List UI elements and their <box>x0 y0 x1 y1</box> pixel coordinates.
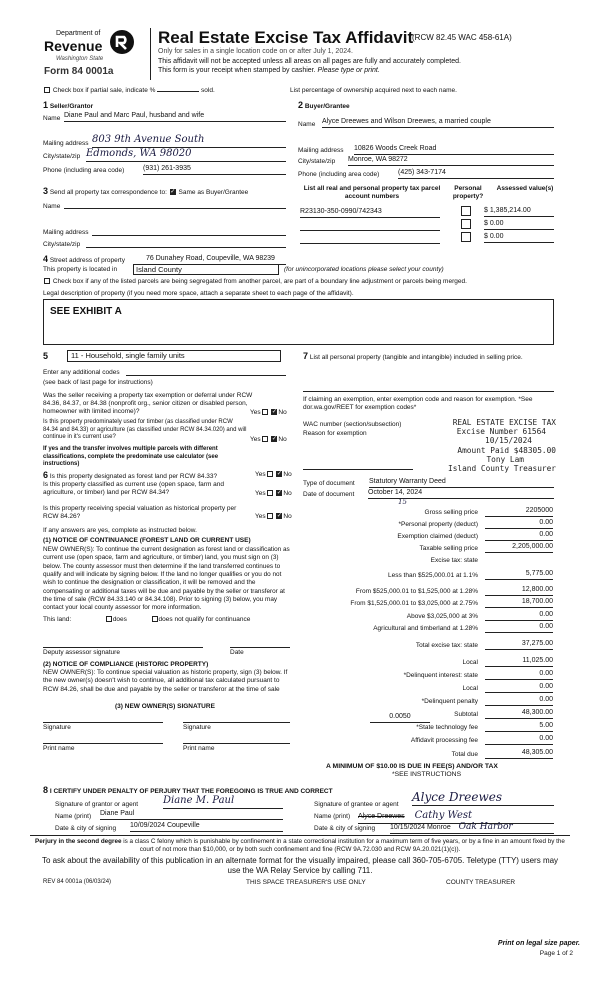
notice1-text: NEW OWNER(S): To continue the current designation as forest land or classification as current use (open space, farm and agriculture, or timber) land, you must sign on (3) below. The county assessor must then determine if the land transferred continues to qualify and will indicate by signing below. If the land no longer qualifies or you do not wish to continue the designation or classification, it will be removed and the compensating or additional taxes will be due and payable by the seller or transferor at the time of sale (RCW 84.33.140 or 84.34.108). Prior to signing (3) below, you may contact your local county assessor for more information. <box>43 546 290 612</box>
notice2-text: NEW OWNER(S): To continue special valuation as historic property, sign (3) below. If the new owner(s) doesn't wish to continue, all additional tax calculated pursuant to RCW 84.26, shall be due and payable by the seller or transferor at the time of sale <box>43 669 288 693</box>
calc-label: Total excise tax: state <box>415 642 478 649</box>
use-code-select[interactable]: 11 - Household, single family units <box>67 350 281 362</box>
local-rate-field[interactable]: 0.0050 <box>370 713 430 723</box>
calc-value[interactable]: 37,275.00 <box>485 640 553 650</box>
exemption-no-label: No <box>278 409 287 416</box>
exemption-yes-label: Yes <box>250 409 261 416</box>
grantor-signature[interactable]: Diane M. Paul <box>163 795 283 809</box>
calc-value[interactable]: 0.00 <box>485 531 553 541</box>
header-sub3 <box>158 67 380 76</box>
calc-label: *State technology fee <box>416 724 478 731</box>
new-owner-print-label-1: Print name <box>43 745 75 752</box>
grantee-date-handwritten: Oak Harbor <box>458 822 513 832</box>
property-street-field[interactable]: 76 Dunahey Road, Coupeville, WA 98239 <box>146 255 286 265</box>
treasurer-stamp <box>400 418 556 473</box>
timber-yes-label: Yes <box>250 436 261 443</box>
section3-name-field[interactable] <box>64 208 286 209</box>
section3-city-field[interactable] <box>86 247 286 248</box>
deputy-signature-line[interactable] <box>43 647 203 648</box>
current-use-question: Is this property classified as current use (open space, farm and agriculture, or timber) land per RCW 84.34? <box>43 481 225 497</box>
grantee-signature[interactable]: Alyce Dreewes <box>412 790 554 806</box>
seller-num: 1 <box>43 100 49 110</box>
section3-num: 3 <box>43 186 49 196</box>
calc-value[interactable]: 11,025.00 <box>485 657 553 667</box>
personal-col-header: Personal property? <box>452 185 484 201</box>
same-as-buyer-checkbox[interactable]: ✓ <box>170 189 176 196</box>
new-owner-print-line-2[interactable] <box>183 743 290 744</box>
seller-mailing-field[interactable]: 803 9th Avenue South <box>92 134 286 148</box>
section4-street-row <box>43 254 125 265</box>
grantor-name-label: Name (print) <box>55 813 92 820</box>
county-note: (for unincorporated locations please select your county) <box>284 266 444 273</box>
personal-property-checkbox-1[interactable] <box>461 206 471 216</box>
parcel-col-header: List all real and personal property tax parcel account numbers <box>303 185 441 201</box>
page-number: Page 1 of 2 <box>539 950 573 957</box>
doc-date-field[interactable]: October 14, 2024 <box>368 489 554 499</box>
doc-date-label: Date of document <box>303 491 355 498</box>
calc-label: From $525,000.01 to $1,525,000 at 1.28% <box>355 588 478 595</box>
calc-value[interactable]: 18,700.00 <box>485 598 553 608</box>
parcel-number-2[interactable] <box>300 230 440 231</box>
stamp-line5: Tony Lam <box>486 454 524 464</box>
historic-yes-label: Yes <box>255 513 266 520</box>
partial-sale-checkbox[interactable] <box>44 87 50 93</box>
notice1-title: (1) NOTICE OF CONTINUANCE (FOREST LAND OR CURRENT USE) <box>43 537 251 544</box>
buyer-phone-label: Phone (including area code) <box>298 171 380 178</box>
calc-value[interactable]: 0.00 <box>485 683 553 693</box>
reason-label: Reason for exemption <box>303 430 367 437</box>
wac-label: WAC number (section/subsection) <box>303 421 402 428</box>
seller-mailing-label: Mailing address <box>43 140 89 147</box>
calc-label: Agricultural and timberland at 1.28% <box>373 625 478 632</box>
form-number: Form 84 0001a <box>44 66 114 77</box>
calc-value[interactable]: 2,205,000.00 <box>485 543 553 553</box>
calc-value[interactable]: 5.00 <box>485 722 553 732</box>
street-label: Street address of property <box>49 257 125 264</box>
this-land-label: This land: <box>43 616 72 623</box>
exemption-yes-checkbox[interactable] <box>262 409 268 415</box>
personal-property-checkbox-3[interactable] <box>461 232 471 242</box>
header-sub2: This affidavit will not be accepted unless all areas on all pages are fully and accurately completed. <box>158 58 461 65</box>
timber-yes-no <box>250 436 287 444</box>
calc-label: Total due <box>451 751 478 758</box>
new-owner-print-label-2: Print name <box>183 745 215 752</box>
calc-value[interactable]: 48,300.00 <box>485 709 553 719</box>
calc-value[interactable]: 0.00 <box>485 623 553 633</box>
calc-label: From $1,525,000.01 to $3,025,000 at 2.75% <box>350 600 478 607</box>
seller-phone-label: Phone (including area code) <box>43 167 125 174</box>
section8-num: 8 <box>43 785 49 795</box>
if-yes-note: If any answers are yes, complete as instructed below. <box>43 527 197 534</box>
personal-property-line[interactable] <box>303 391 554 392</box>
forest-yes-no <box>255 471 292 479</box>
legal-paper-note: Print on legal size paper. <box>497 940 580 947</box>
notice2-title: (2) NOTICE OF COMPLIANCE (HISTORIC PROPERTY) <box>43 661 209 668</box>
forest-question: Is this property designated as forest land per RCW 84.33? <box>49 473 218 480</box>
parcel-number-1[interactable]: R23130-350-0990/742343 <box>300 208 440 218</box>
does-not-label: does not qualify for continuance <box>158 616 251 623</box>
forest-yes-checkbox[interactable] <box>267 471 273 477</box>
minimum-line1: A MINIMUM OF $10.00 IS DUE IN FEE(S) AND/OR TAX <box>326 763 498 770</box>
buyer-mailing-label: Mailing address <box>298 147 344 154</box>
calc-value[interactable]: 0.00 <box>485 519 553 529</box>
buyer-num: 2 <box>298 100 304 110</box>
grantor-date-label: Date & city of signing <box>55 825 117 832</box>
grantee-date-field[interactable] <box>390 822 554 834</box>
does-not-checkbox[interactable] <box>152 616 158 622</box>
calc-value[interactable]: 0.00 <box>485 735 553 745</box>
section3-mailing-field[interactable] <box>92 235 286 236</box>
form-title: Real Estate Excise Tax Affidavit <box>158 28 414 47</box>
personal-property-checkbox-2[interactable] <box>461 219 471 229</box>
buyer-city-label: City/state/zip <box>298 158 336 165</box>
treasurer-use-only: THIS SPACE TREASURER'S USE ONLY <box>246 879 366 886</box>
section3-text: Send all property tax correspondence to: <box>49 189 167 196</box>
does-label: does <box>112 616 127 623</box>
calc-value[interactable]: 12,800.00 <box>485 586 553 596</box>
calc-value[interactable]: 0.00 <box>485 696 553 706</box>
minimum-line2: *SEE INSTRUCTIONS <box>392 771 462 778</box>
buyer-phone-field[interactable]: (425) 343-7174 <box>398 169 554 179</box>
calc-label: Above $3,025,000 at 3% <box>406 613 478 620</box>
rev-number: REV 84 0001a (06/03/24) <box>43 879 112 885</box>
new-owner-signature-label-1: Signature <box>43 724 71 731</box>
historic-yes-checkbox[interactable] <box>267 513 273 519</box>
stamp-line2: Excise Number 61564 <box>456 427 546 437</box>
calc-label: *Delinquent interest: state <box>403 672 478 679</box>
section3-mailing-label: Mailing address <box>43 229 89 236</box>
assessed-value-2[interactable]: $ 0.00 <box>484 220 554 230</box>
additional-codes-label: Enter any additional codes <box>43 369 120 376</box>
deputy-signature-label: Deputy assessor signature <box>43 649 120 656</box>
alternate-format-notice: To ask about the availability of this publication in an alternate format for the visually impaired, please call 360-705-6705. Teletype (TTY) users may use the WA Relay Service by calling 711. <box>41 856 559 875</box>
timber-question: Is this property predominately used for timber (as classified under RCW 84.34 and 84.33) or agriculture (as classified under RCW 84.34.020) and will continue in it's current use? <box>43 419 247 440</box>
stamp-rule <box>303 469 413 470</box>
exemption-question: Was the seller receiving a property tax exemption or deferral under RCW 84.36, 84.37, or 84.38 (nonprofit org., senior citizen or disabled person, homeowner with limited income)? <box>43 392 253 416</box>
new-owner-signature-line-2[interactable] <box>183 722 290 723</box>
timber-no-checkbox[interactable]: ✓ <box>271 436 277 443</box>
legal-description-box[interactable] <box>43 299 554 345</box>
same-as-buyer-label: Same as Buyer/Grantee <box>178 189 249 196</box>
historic-no-label: No <box>283 513 292 520</box>
calc-label: *Personal property (deduct) <box>398 521 478 528</box>
stamp-line4: Amount Paid $48305.00 <box>457 445 556 455</box>
forest-question-row <box>43 470 253 481</box>
partial-sale-label: Check box if partial sale, indicate % <box>52 87 156 94</box>
form-rcw: (RCW 82.45 WAC 458-61A) <box>412 33 512 42</box>
doc-type-field[interactable]: Statutory Warranty Deed <box>369 478 554 488</box>
seller-title: Seller/Grantor <box>49 103 94 110</box>
seller-city-label: City/state/zip <box>43 153 81 160</box>
section5-num: 5 <box>43 351 49 361</box>
stamp-line1: REAL ESTATE EXCISE TAX <box>452 418 556 427</box>
grantee-date-label: Date & city of signing <box>314 825 376 832</box>
dept-line3: Washington State <box>56 56 104 62</box>
section7-heading <box>303 351 555 362</box>
segregated-label: Check box if any of the listed parcels are being segregated from another parcel, are part of a boundary line adjustment or parcels being merged. <box>52 278 467 285</box>
county-select[interactable]: Island County <box>133 264 279 275</box>
dept-line2: Revenue <box>44 38 103 54</box>
additional-codes-field[interactable] <box>126 375 286 376</box>
partial-sold-label: sold. <box>201 87 215 94</box>
buyer-name-label: Name <box>298 121 316 128</box>
exemption-instructions: If claiming an exemption, enter exemption code and reason for exemption. *See dor.wa.gov/REET for exemption codes* <box>303 396 533 412</box>
new-owner-signature-label-2: Signature <box>183 724 211 731</box>
calc-value[interactable]: 0.00 <box>485 611 553 621</box>
seller-name-label: Name <box>43 115 61 122</box>
timber-no-label: No <box>278 436 287 443</box>
forest-no-label: No <box>283 471 292 478</box>
grantee-name-typed: Alyce Dreewes <box>358 813 405 820</box>
seller-city-field[interactable]: Edmonds, WA 98020 <box>86 148 286 162</box>
section6-num: 6 <box>43 470 49 480</box>
calc-label: Less than $525,000.01 at 1.1% <box>388 572 478 579</box>
grantee-name-label: Name (print) <box>314 813 351 820</box>
buyer-mailing-field[interactable]: 10826 Woods Creek Road <box>354 145 554 155</box>
header-sub3-text: This form is your receipt when stamped by cashier. <box>158 67 316 74</box>
assessed-value-3[interactable]: $ 0.00 <box>484 233 554 243</box>
calc-value[interactable]: 5,775.00 <box>485 570 553 580</box>
segregated-row <box>43 278 558 286</box>
current-use-yes-checkbox[interactable] <box>267 490 273 496</box>
segregated-checkbox[interactable] <box>44 278 50 284</box>
grantee-name-handwritten: Cathy West <box>414 810 473 821</box>
footer-rule <box>30 835 570 836</box>
located-in-label: This property is located in <box>43 266 118 273</box>
calc-label: *Delinquent penalty <box>421 698 478 705</box>
stamp-line6: Island County Treasurer <box>448 463 556 473</box>
buyer-city-field[interactable]: Monroe, WA 98272 <box>348 156 554 166</box>
section3-name-label: Name <box>43 203 61 210</box>
header-sub1: Only for sales in a single location code on or after July 1, 2024. <box>158 48 353 55</box>
doc-type-label: Type of document <box>303 480 355 487</box>
certify-text: I CERTIFY UNDER PENALTY OF PERJURY THAT THE FOREGOING IS TRUE AND CORRECT <box>49 788 333 795</box>
calc-value[interactable]: 0.00 <box>485 670 553 680</box>
exemption-no-checkbox[interactable]: ✓ <box>271 409 277 416</box>
partial-sale-row <box>43 87 215 95</box>
calc-value[interactable]: 2205000 <box>485 507 553 517</box>
exemption-yes-no <box>250 409 287 417</box>
timber-calc-note: If yes and the transfer involves multiple parcels with different classifications, complete the predominate use calculator (see instructions) <box>43 446 219 467</box>
buyer-heading <box>298 100 350 111</box>
buyer-name-field[interactable]: Alyce Dreewes and Wilson Dreewes, a married couple <box>322 118 554 128</box>
list-percentage-note: List percentage of ownership acquired next to each name. <box>290 87 457 94</box>
does-checkbox[interactable] <box>106 616 112 622</box>
stamp-line3: 10/15/2024 <box>485 436 532 446</box>
current-use-no-checkbox[interactable]: ✓ <box>276 490 282 497</box>
calc-label: Excise tax: state <box>430 557 478 564</box>
perjury-bold: Perjury in the second degree <box>35 838 122 845</box>
section3-city-label: City/state/zip <box>43 241 81 248</box>
new-owner-signature-line-1[interactable] <box>43 722 163 723</box>
deputy-date-label: Date <box>230 649 244 656</box>
calc-label: Affidavit processing fee <box>410 737 478 744</box>
timber-yes-checkbox[interactable] <box>262 436 268 442</box>
historic-no-checkbox[interactable]: ✓ <box>276 513 282 520</box>
header-divider <box>150 28 151 80</box>
header-sub3-italic: Please type or print. <box>317 67 380 74</box>
this-land-row <box>43 616 293 624</box>
new-owner-print-line-1[interactable] <box>43 743 163 744</box>
grantee-signature-label: Signature of grantee or agent <box>314 801 399 808</box>
seller-heading <box>43 100 93 111</box>
calc-label: Gross selling price <box>424 509 478 516</box>
perjury-text: is a class C felony which is punishable by confinement in a state correctional institution for a maximum term of five years, or by a fine in an amount fixed by the court of not more than $10,000, or by both such confinement and fine (RCW 9A.72.030 and RCW 9A.20.021(1)(c)). <box>123 838 565 853</box>
dept-line1: Department of <box>56 30 101 37</box>
section7-num: 7 <box>303 351 309 361</box>
grantor-date-field[interactable]: 10/09/2024 Coupeville <box>130 822 283 832</box>
section4-num: 4 <box>43 254 49 264</box>
section7-text: List all personal property (tangible and intangible) included in selling price. <box>309 354 523 361</box>
calc-label: Exemption claimed (deduct) <box>397 533 478 540</box>
current-use-yes-no <box>255 490 292 498</box>
county-treasurer-label: COUNTY TREASURER <box>446 879 516 886</box>
assessed-value-1[interactable]: $ 1,385,214.00 <box>484 207 554 217</box>
buyer-title: Buyer/Grantee <box>304 103 350 110</box>
forest-no-checkbox[interactable]: ✓ <box>276 471 282 478</box>
perjury-notice <box>30 838 570 854</box>
calc-label: Local <box>462 659 478 666</box>
current-use-no-label: No <box>283 490 292 497</box>
historic-question: Is this property receiving special valuation as historical property per RCW 84.26? <box>43 505 237 521</box>
section3-heading <box>43 186 248 197</box>
legal-description-text: SEE EXHIBIT A <box>50 306 122 317</box>
current-use-yes-label: Yes <box>255 490 266 497</box>
grantor-name-field[interactable]: Diane Paul <box>100 810 283 820</box>
seller-name-field[interactable]: Diane Paul and Marc Paul, husband and wife <box>64 112 286 122</box>
revenue-logo-icon <box>108 28 136 56</box>
grantee-date-typed: 10/15/2024 Monroe <box>390 824 451 831</box>
notice3-title: (3) NEW OWNER(S) SIGNATURE <box>115 703 215 710</box>
doc-date-correction: 15 <box>398 498 407 506</box>
calc-label: Taxable selling price <box>419 545 478 552</box>
assessed-col-header: Assessed value(s) <box>496 185 554 192</box>
parcel-number-3[interactable] <box>300 243 440 244</box>
calc-value[interactable]: 48,305.00 <box>485 749 553 759</box>
calc-label: Local <box>462 685 478 692</box>
see-back-note: (see back of last page for instructions) <box>43 379 153 386</box>
calc-label: Subtotal <box>454 711 478 718</box>
seller-phone-field[interactable]: (931) 261-3935 <box>143 165 286 175</box>
forest-yes-label: Yes <box>255 471 266 478</box>
legal-description-label: Legal description of property (if you need more space, attach a separate sheet to each page of the affidavit). <box>43 290 354 297</box>
grantor-signature-label: Signature of grantor or agent <box>55 801 139 808</box>
